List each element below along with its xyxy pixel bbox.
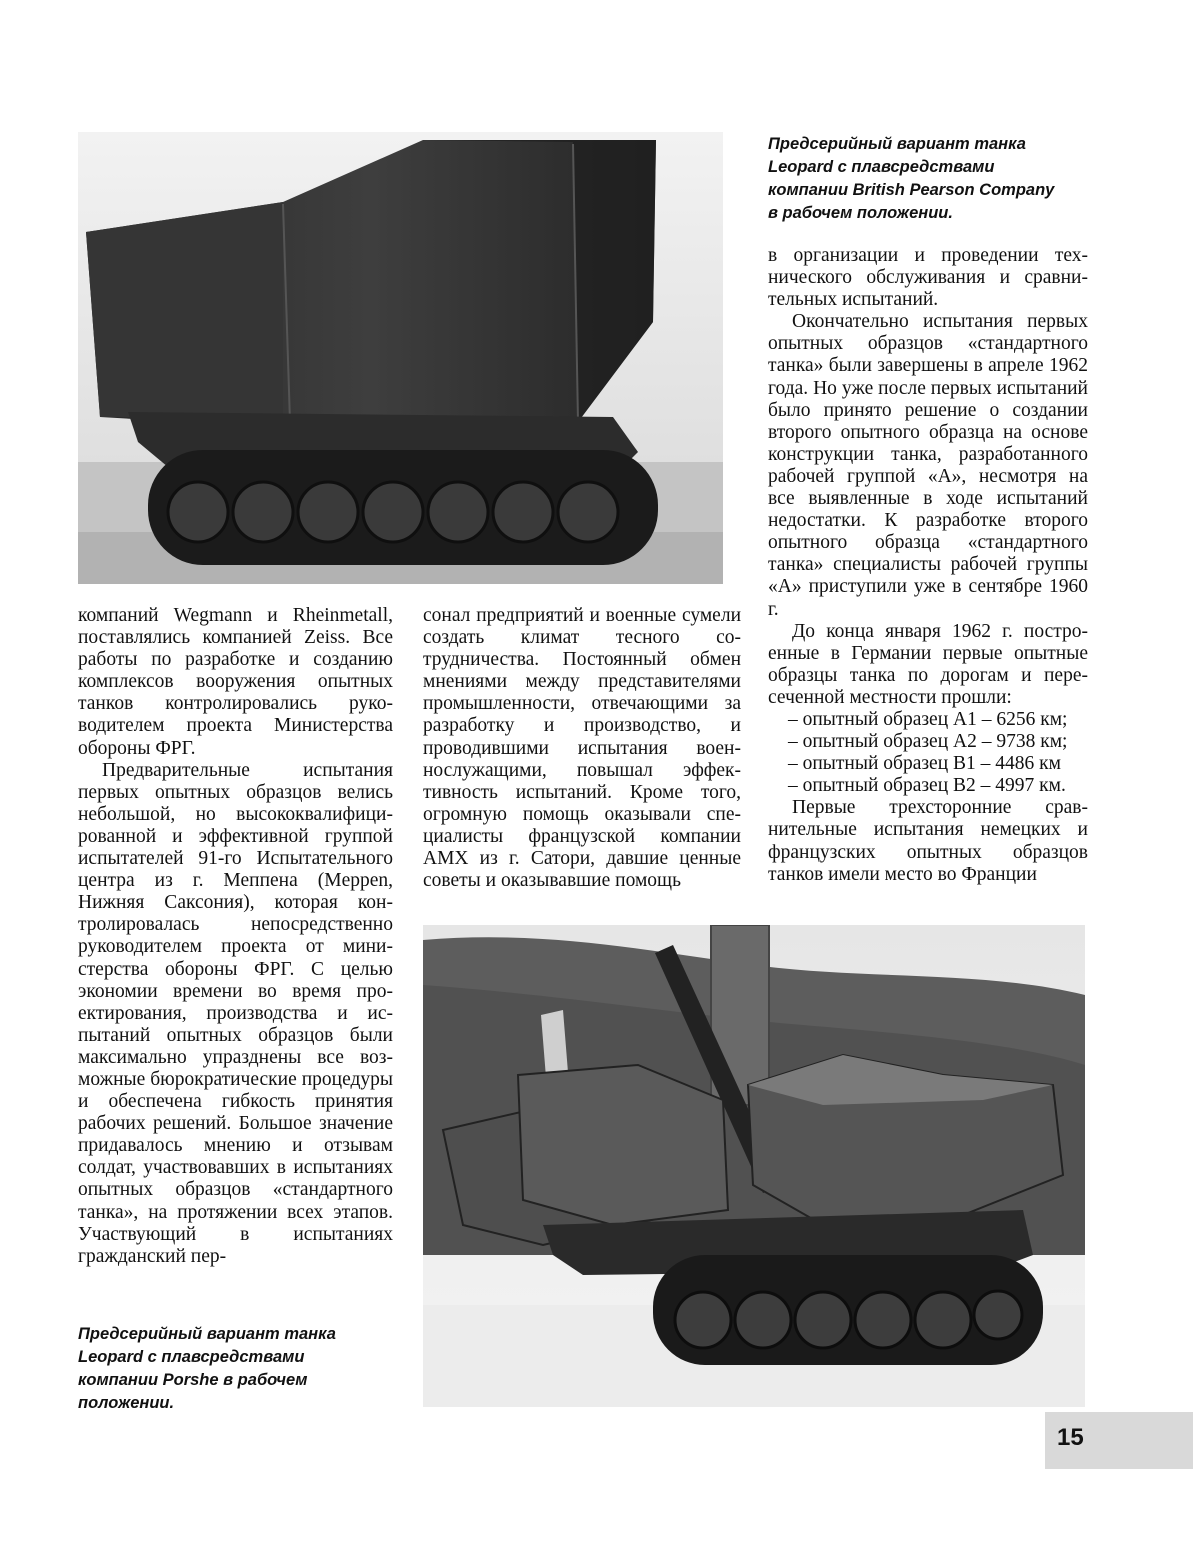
photo-leopard-porsche: [423, 925, 1085, 1407]
column-middle: [423, 605, 741, 892]
column-left: [78, 605, 393, 1268]
paragraph: Окончательно испытания первых опытных образцов «стандартного танка» были завершены в апреле 1962 года. Но уже после первых испытаний было принято решение о создании второго опытного образца на основе конструкции танка, разработанного рабочей группой «А», несмотря на все выявленные в ходе испытаний недостатки. К разработке второго опытного образца «стандартного танка» специалисты рабочей группы «А» приступили уже в сентябре 1960 г.: [768, 311, 1088, 620]
photo-leopard-pearson: [78, 132, 723, 584]
caption-bottom-line-1: Предсерийный вариант танка: [78, 1325, 336, 1343]
page-number: 15: [1057, 1424, 1084, 1451]
page-number-tab: [1045, 1412, 1193, 1469]
caption-top-line-3: компании British Pearson Company: [768, 181, 1055, 199]
paragraph: в организации и проведении технического обслуживания и сравнительных испытаний.: [768, 245, 1088, 311]
list-item: – опытный образец A2 – 9738 км;: [788, 731, 1088, 753]
photo-leopard-porsche-image: [423, 925, 1085, 1407]
paragraph: Предварительные испытания первых опытных образцов велись небольшой, но высококвалифицированной и эффективной группой испытателей 91-го Испытательного центра из г. Меппена (Meppen, Нижняя Саксония), которая контролировалась непосредственно руководителем проекта от министерства обороны ФРГ. С целью экономии времени во время проектирования, производства и испытаний опытных образцов были максимально упразднены все возможные бюрократические процедуры и обеспечена гибкость принятия рабочих решений. Большое значение придавалось мнению и отзывам солдат, участвовавших в испытаниях опытных образцов «стандартного танка», на протяжении всех этапов. Участвующий в испытаниях гражданский пер-: [78, 759, 393, 1267]
caption-top-line-4: в рабочем положении.: [768, 204, 953, 222]
paragraph: Первые трехсторонние сравнительные испытания немецких и французских опытных образцов танков имели место во Франции: [768, 797, 1088, 885]
caption-bottom-line-4: положении.: [78, 1394, 175, 1412]
mileage-list: [768, 709, 1088, 797]
list-item: – опытный образец B1 – 4486 км: [788, 753, 1088, 775]
caption-top-line-1: Предсерийный вариант танка: [768, 135, 1026, 153]
list-item: – опытный образец B2 – 4997 км.: [788, 775, 1088, 797]
list-item: – опытный образец A1 – 6256 км;: [788, 709, 1088, 731]
caption-top-line-2: Leopard с плавсредствами: [768, 158, 995, 176]
caption-bottom-line-2: Leopard с плавсредствами: [78, 1348, 305, 1366]
paragraph: сонал предприятий и военные сумели создать климат тесного сотрудничества. Постоянный обмен мнениями между представителями промышленности, отвечающими за разработку и производство, и проводившими испытания военнослужащими, повышал эффективность испытаний. Кроме того, огромную помощь оказывали специалисты французской компании AMX из г. Сатори, давшие ценные советы и оказывавшие помощь: [423, 605, 741, 892]
caption-bottom-line-3: компании Porshe в рабочем: [78, 1371, 308, 1389]
photo-leopard-pearson-image: [78, 132, 723, 584]
paragraph: компаний Wegmann и Rheinmetall, поставлялись компанией Zeiss. Все работы по разработке и созданию комплексов вооружения опытных танков контролировались руководителем проекта Министерства обороны ФРГ.: [78, 605, 393, 759]
caption-top: [768, 133, 1108, 225]
paragraph: До конца января 1962 г. построенные в Германии первые опытные образцы танка по дорогам и пересеченной местности прошли:: [768, 620, 1088, 708]
column-right: [768, 245, 1088, 886]
caption-bottom: [78, 1323, 378, 1415]
